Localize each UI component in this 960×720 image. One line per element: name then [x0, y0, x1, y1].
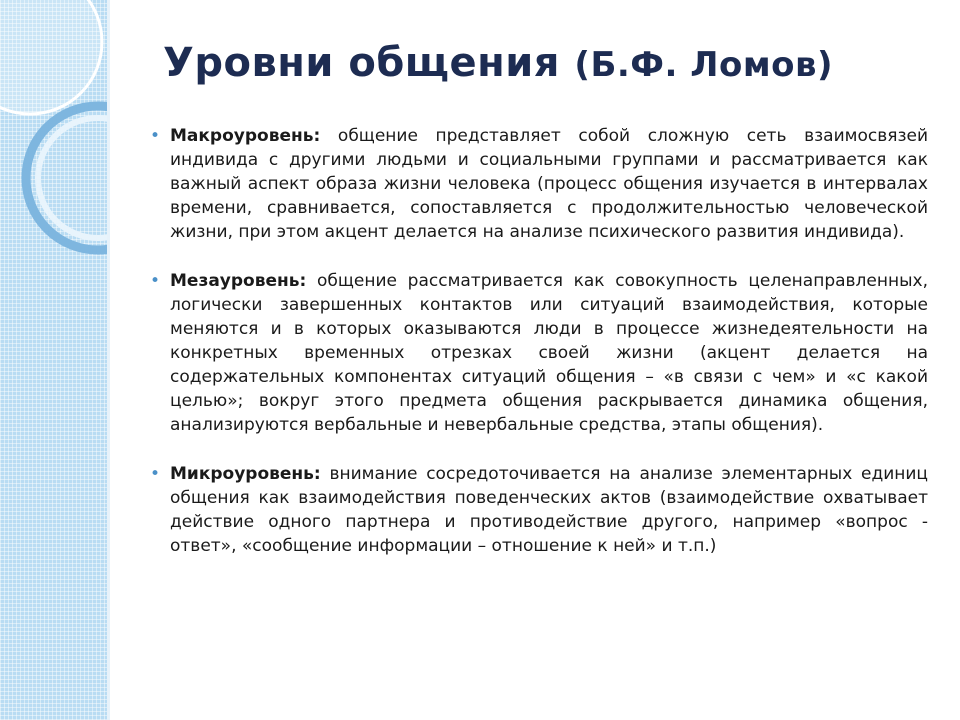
description-micro-level: внимание сосредоточивается на анализе элементарных единиц общения как взаимодействия поведенческих актов (взаимодействие охватывает действие одного партнера и противодействие другого, например «вопрос - ответ», «сообщение информации – отношение к ней» и т.п.) [170, 464, 928, 556]
bullet-icon: • [150, 464, 161, 484]
deco-circle-large [0, 0, 102, 114]
term-micro-level: Микроуровень: [170, 464, 321, 484]
description-macro-level: общение представляет собой сложную сеть взаимосвязей индивида с другими людьми и социальными группами и рассматривается как важный аспект образа жизни человека (процесс общения изучается в интервалах времени, сравнивается, сопоставляется с продолжительностью человеческой жизни, при этом акцент делается на анализе психического развития индивида). [170, 126, 928, 242]
description-meso-level: общение рассматривается как совокупность целенаправленных, логически завершенных контактов или ситуаций взаимодействия, которые меняются и в которых оказываются люди в процессе жизнедеятельности на конкретных временных отрезках своей жизни (акцент делается на содержательных компонентах ситуаций общения – «в связи с чем» и «с какой целью»; вокруг этого предмета общения раскрывается динамика общения, анализируются вербальные и невербальные средства, этапы общения). [170, 271, 928, 435]
list-item-meso-level [150, 269, 928, 437]
side-panel-edge [107, 0, 110, 720]
list-item-macro-level [150, 124, 928, 244]
slide-title [163, 40, 923, 86]
bullet-icon: • [150, 126, 161, 146]
decorative-side-panel [0, 0, 107, 720]
title-main: Уровни общения [163, 40, 560, 86]
bullet-list [150, 124, 928, 558]
title-author: (Б.Ф. Ломов) [574, 45, 834, 85]
bullet-icon: • [150, 271, 161, 291]
term-meso-level: Мезауровень: [170, 271, 307, 291]
decorative-circles [0, 0, 107, 720]
list-item-micro-level [150, 462, 928, 558]
term-macro-level: Макроуровень: [170, 126, 321, 146]
deco-ring-inner [38, 118, 107, 238]
